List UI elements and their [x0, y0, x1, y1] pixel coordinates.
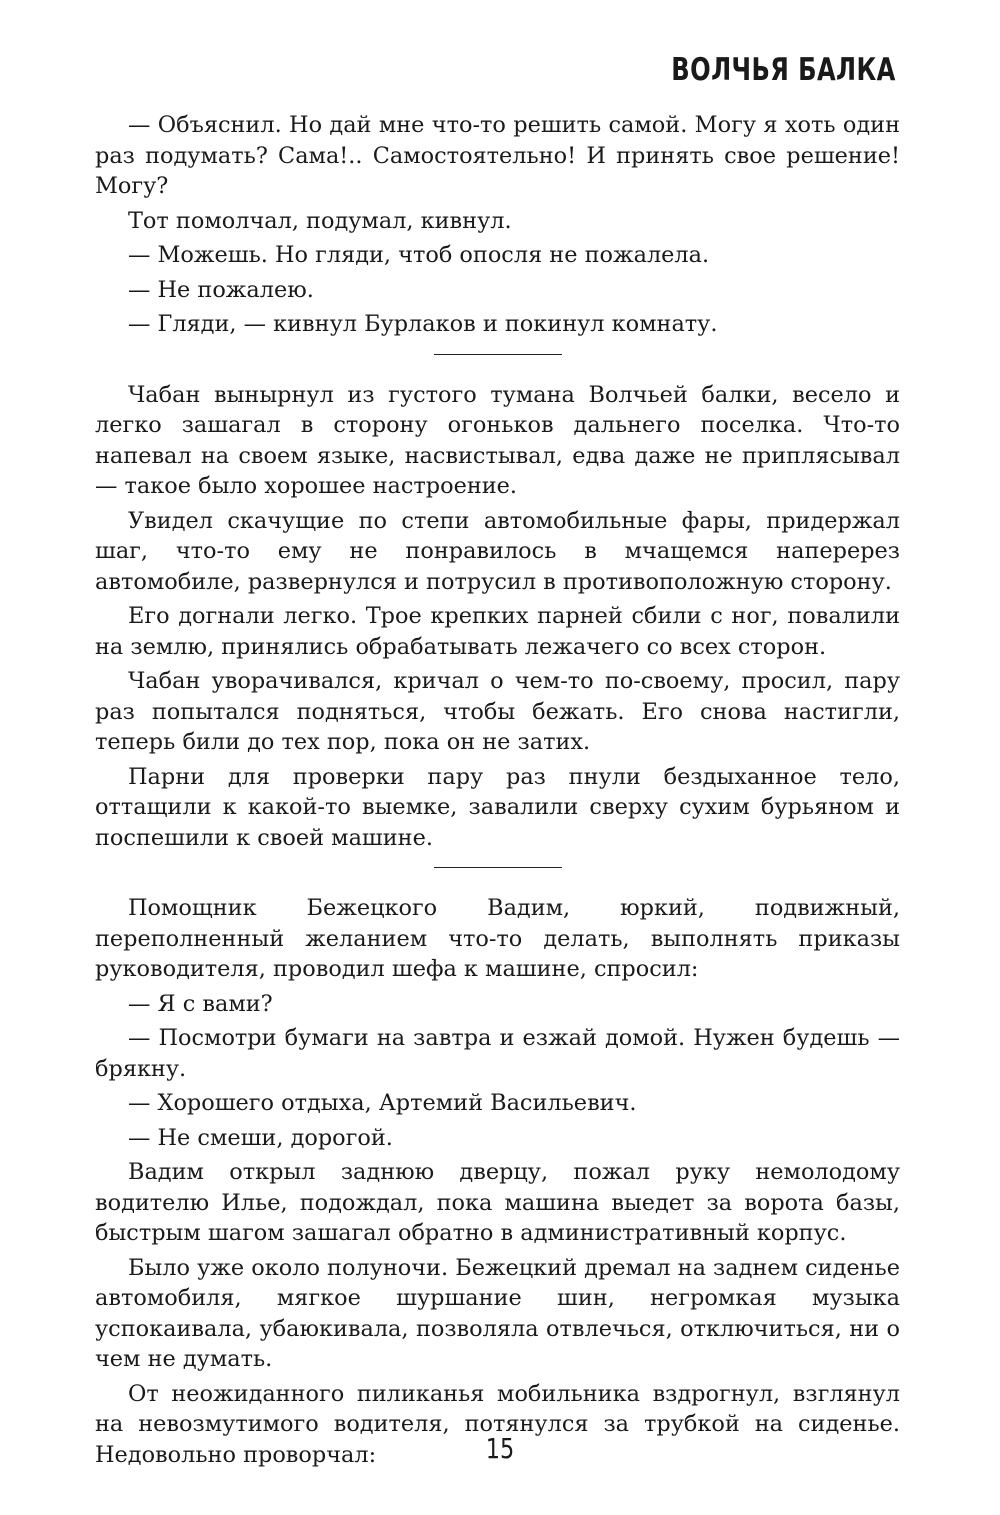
paragraph: — Не пожалею. [128, 276, 314, 303]
paragraph: — Я с вами? [128, 990, 273, 1017]
paragraph: Было уже около полуночи. Бежецкий дремал на заднем сиденье автомобиля, мягкое шуршание шин, негромкая музыка успокаивала, убаюкивала, позволяла отвлечься, отключиться, ни о чем не думать. [95, 1254, 900, 1372]
paragraph: — Гляди, — кивнул Бурлаков и покинул комнату. [128, 311, 718, 337]
paragraph: Чабан вынырнул из густого тумана Волчьей балки, весело и легко зашагал в сторону огоньков дальнего поселка. Что-то напевал на своем языке, насвистывал, едва даже не приплясывал — такое было хорошее настроение. [95, 381, 900, 499]
page-number: 15 [485, 1432, 515, 1465]
paragraph: Его догнали легко. Трое крепких парней сбили с ног, повалили на землю, принялись обрабатывать лежачего со всех сторон. [95, 603, 900, 660]
paragraph: — Можешь. Но гляди, чтоб опосля не пожалела. [128, 242, 710, 268]
paragraph: — Не смеши, дорогой. [128, 1124, 393, 1151]
paragraph: — Посмотри бумаги на завтра и езжай домой. Нужен будешь — брякну. [95, 1025, 900, 1082]
paragraph: От неожиданного пиликанья мобильника вздрогнул, взглянул на невозмутимого водителя, потянулся за трубкой на сиденье. Недовольно проворчал: [95, 1380, 900, 1468]
running-header: ВОЛЧЬЯ БАЛКА [671, 52, 896, 88]
paragraph: — Объяснил. Но дай мне что-то решить самой. Могу я хоть один раз подумать? Сама!.. Самостоятельно! И принять свое решение! Могу? [95, 112, 900, 199]
main-text [95, 110, 900, 1474]
paragraph: Вадим открыл заднюю дверцу, пожал руку немолодому водителю Илье, подождал, пока машина выедет за ворота базы, быстрым шагом зашагал обратно в административный корпус. [95, 1159, 900, 1246]
paragraph: Тот помолчал, подумал, кивнул. [128, 207, 512, 234]
paragraph: — Хорошего отдыха, Артемий Васильевич. [128, 1090, 637, 1116]
paragraph: Чабан уворачивался, кричал о чем-то по-своему, просил, пару раз попытался подняться, чтобы бежать. Его снова настигли, теперь били до тех пор, пока он не затих. [95, 668, 900, 755]
section-divider [434, 867, 562, 868]
paragraph: Увидел скачущие по степи автомобильные фары, придержал шаг, что-то ему не понравилось в мчащемся наперерез автомобиле, развернулся и потрусил в противоположную сторону. [95, 507, 900, 595]
paragraph: Помощник Бежецкого Вадим, юркий, подвижный, переполненный желанием что-то делать, выполнять приказы руководителя, проводил шефа к машине, спросил: [95, 895, 900, 982]
paragraph: Парни для проверки пару раз пнули бездыханное тело, оттащили к какой-то выемке, завалили сверху сухим бурьяном и поспешили к своей машине. [95, 763, 900, 851]
section-divider [434, 354, 562, 355]
